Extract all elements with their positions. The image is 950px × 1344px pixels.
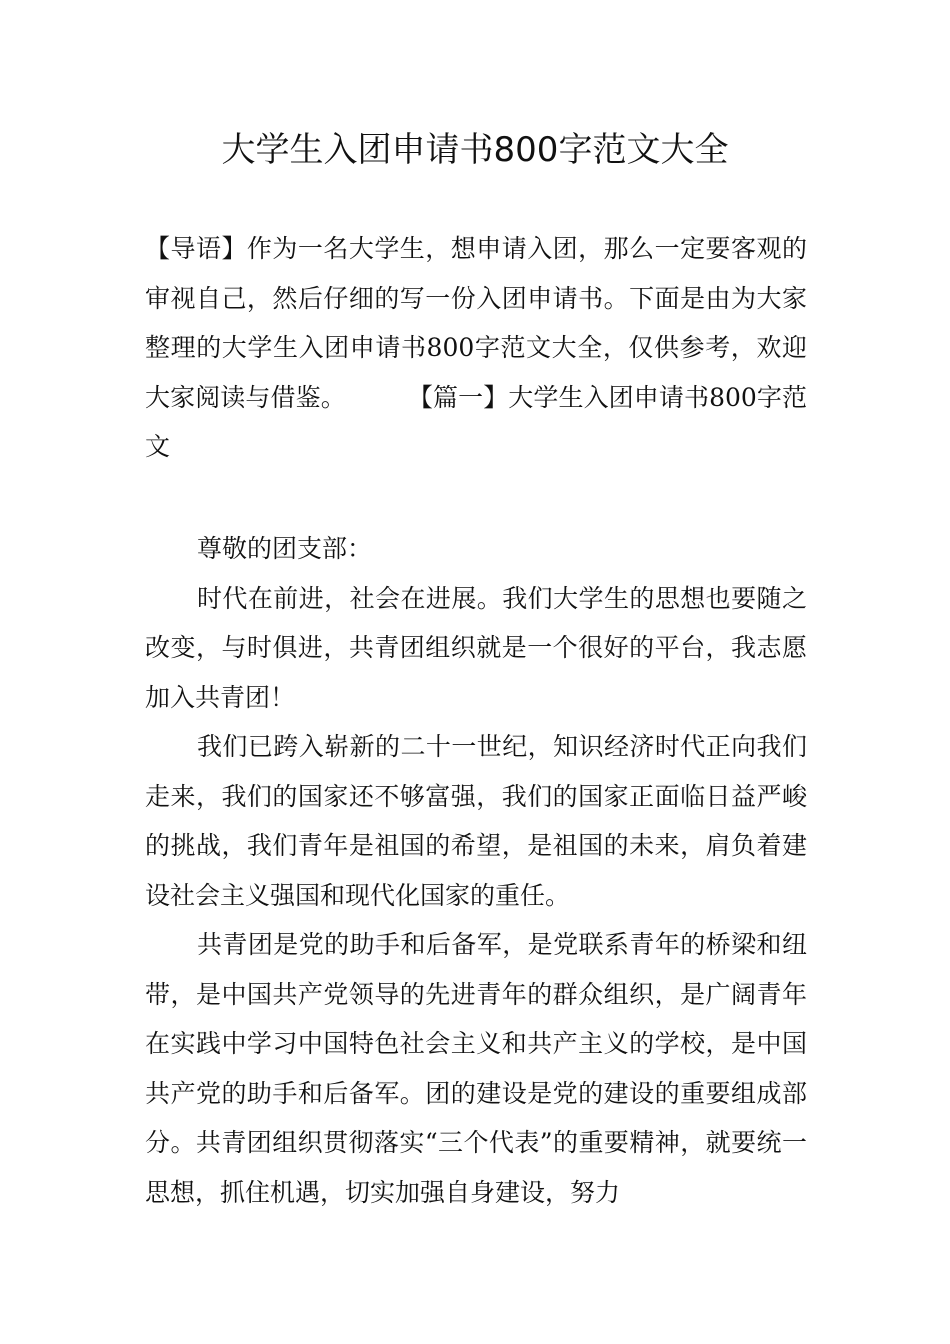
letter-body (145, 524, 807, 1217)
body-paragraph: 共青团是党的助手和后备军，是党联系青年的桥梁和纽带，是中国共产党领导的先进青年的群众组织，是广阔青年在实践中学习中国特色社会主义和共产主义的学校，是中国共产党的助手和后备军。团的建设是党的建设的重要组成部分。共青团组织贯彻落实“三个代表”的重要精神，就要统一思想，抓住机遇，切实加强自身建设，努力 (145, 930, 807, 1207)
section-heading: 【篇一】大学生入团申请书800字范文 (145, 382, 807, 461)
lead-intro-text: 【导语】作为一名大学生，想申请入团，那么一定要客观的审视自己，然后仔细的写一份入团申请书。下面是由为大家整理的大学生入团申请书800字范文大全，仅供参考，欢迎大家阅读与借鉴。 (145, 234, 807, 412)
salutation: 尊敬的团支部： (197, 534, 373, 563)
lead-paragraph (145, 224, 807, 472)
body-paragraph: 时代在前进，社会在进展。我们大学生的思想也要随之改变，与时俱进，共青团组织就是一个很好的平台，我志愿加入共青团！ (145, 583, 807, 712)
document-title: 大学生入团申请书800字范文大全 (221, 130, 729, 170)
body-paragraph: 我们已跨入崭新的二十一世纪，知识经济时代正向我们走来，我们的国家还不够富强，我们的国家正面临日益严峻的挑战，我们青年是祖国的希望，是祖国的未来，肩负着建设社会主义强国和现代化国家的重任。 (145, 732, 807, 910)
